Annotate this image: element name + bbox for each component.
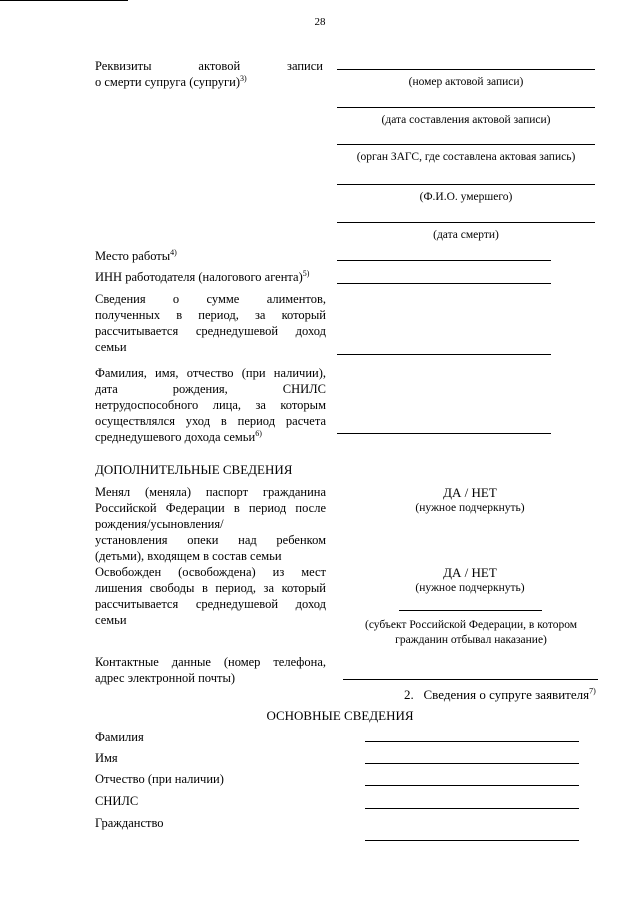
section2-title-text: Сведения о супруге заявителя: [423, 687, 590, 702]
record-word-3: записи: [287, 59, 323, 73]
field-patronymic-line[interactable]: [365, 785, 579, 786]
zags-line[interactable]: [337, 144, 595, 145]
death-date-line[interactable]: [337, 222, 595, 223]
workplace-label: Место работы$^{4)}$: [95, 247, 177, 263]
passport-label: Менял (меняла) паспорт гражданина Российской Федерации в период после рождения/усыновления/ установления опеки над ребенком (детьми), входящем в состав семьи: [95, 485, 326, 563]
region-caption-1: (субъект Российской Федерации, в котором: [364, 619, 578, 631]
contact-label: Контактные данные (номер телефона, адрес электронной почты): [95, 655, 326, 685]
page-number: 28: [314, 16, 326, 28]
additional-heading: ДОПОЛНИТЕЛЬНЫЕ СВЕДЕНИЯ: [95, 462, 293, 477]
section2-title: [404, 687, 596, 703]
field-snils-label: СНИЛС: [95, 794, 139, 808]
field-name-label: Имя: [95, 751, 118, 765]
section2-number: 2.: [404, 687, 414, 702]
inn-label: ИНН работодателя (налогового агента)$^{5)}$: [95, 268, 310, 284]
field-surname-line[interactable]: [365, 741, 579, 742]
care-line[interactable]: [337, 433, 551, 434]
passport-yes-no[interactable]: ДА / НЕТ: [443, 485, 497, 500]
field-name-line[interactable]: [365, 763, 579, 764]
record-sup: 3): [240, 73, 247, 83]
record-line-2: о смерти супруга (супруги): [95, 75, 241, 89]
record-number-caption: (номер актовой записи): [408, 76, 524, 88]
region-caption-2: гражданин отбывал наказание): [395, 634, 547, 646]
basic-heading: ОСНОВНЫЕ СВЕДЕНИЯ: [266, 708, 414, 723]
prison-yes-no[interactable]: ДА / НЕТ: [443, 565, 497, 580]
field-citizenship-label: Гражданство: [95, 816, 164, 830]
alimony-label: Сведения о сумме алиментов, полученных в период, за который рассчитывается среднедушевой доход семьи: [95, 292, 326, 354]
record-date-line[interactable]: [337, 107, 595, 108]
workplace-line[interactable]: [337, 260, 551, 261]
care-label: Фамилия, имя, отчество (при наличии), дата рождения, СНИЛС нетрудоспособного лица, за которым осуществлялся уход в период расчета среднедушевого дохода семьи$^{6)}$: [95, 366, 326, 444]
alimony-line[interactable]: [337, 354, 551, 355]
record-word-2: актовой: [198, 59, 241, 73]
record-number-line[interactable]: [337, 69, 595, 70]
zags-caption: (орган ЗАГС, где составлена актовая запись): [356, 151, 576, 163]
field-surname-label: Фамилия: [95, 730, 144, 744]
header-rule: [0, 0, 128, 1]
record-word-1: Реквизиты: [95, 59, 152, 73]
record-date-caption: (дата составления актовой записи): [381, 114, 551, 126]
field-patronymic-label: Отчество (при наличии): [95, 772, 224, 786]
prison-label: Освобожден (освобождена) из мест лишения свободы в период, за который рассчитывается среднедушевой доход семьи: [95, 565, 326, 627]
field-snils-line[interactable]: [365, 808, 579, 809]
inn-line[interactable]: [337, 283, 551, 284]
section2-sup: 7): [589, 686, 596, 696]
field-citizenship-line[interactable]: [365, 840, 579, 841]
passport-underline-hint: (нужное подчеркнуть): [415, 502, 525, 514]
deceased-name-caption: (Ф.И.О. умершего): [419, 191, 513, 203]
death-date-caption: (дата смерти): [433, 229, 499, 241]
deceased-name-line[interactable]: [337, 184, 595, 185]
death-record-label: [95, 58, 323, 90]
contact-line[interactable]: [343, 679, 598, 680]
prison-underline-hint: (нужное подчеркнуть): [415, 582, 525, 594]
region-line[interactable]: [399, 610, 542, 611]
